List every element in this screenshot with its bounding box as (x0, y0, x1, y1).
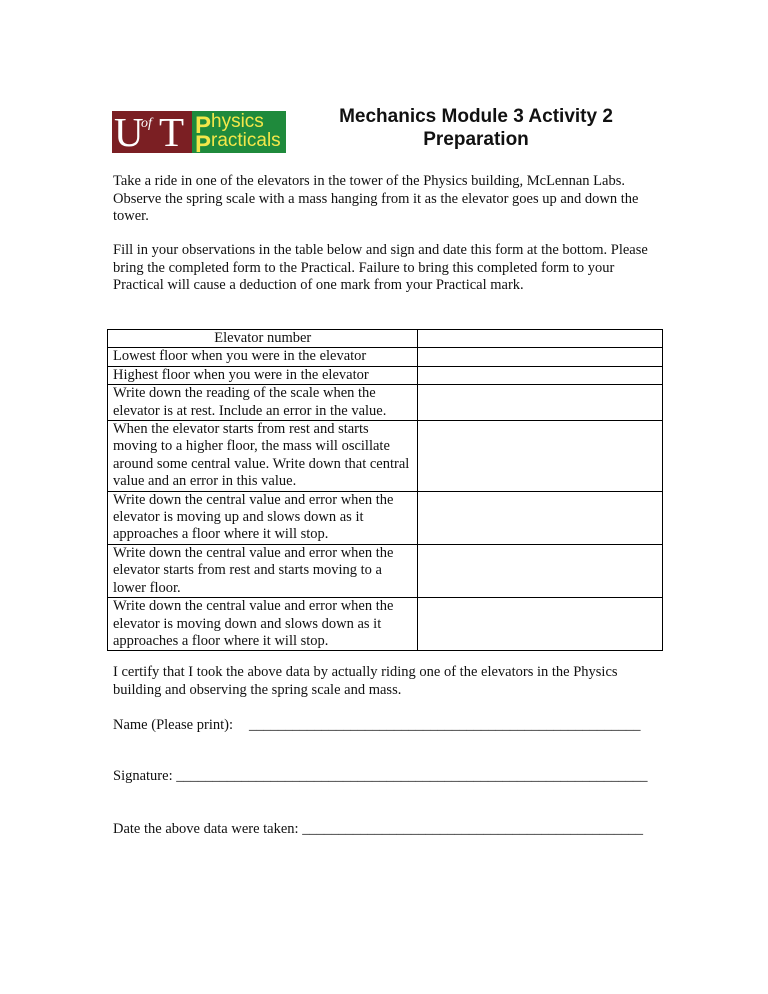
name-input-line[interactable]: ______________________________________________________ (249, 717, 641, 733)
logo-uoft-block (112, 111, 192, 153)
row-answer-cell[interactable] (418, 385, 663, 421)
logo-letter-p1: P (195, 112, 212, 139)
name-label: Name (Please print): (113, 717, 233, 733)
logo-letters-of: of (141, 116, 152, 131)
logo-physics-practicals-block (192, 111, 286, 153)
logo-letter-u: U (114, 111, 144, 153)
signature-label: Signature: (113, 768, 173, 784)
title-line-1: Mechanics Module 3 Activity 2 (339, 106, 613, 127)
row-question: Write down the central value and error when the elevator starts from rest and starts moving to a lower floor. (108, 544, 418, 597)
row-question: Write down the central value and error when the elevator is moving up and slows down as it approaches a floor where it will stop. (108, 491, 418, 544)
row-answer-cell[interactable] (418, 491, 663, 544)
date-label: Date the above data were taken: (113, 821, 299, 837)
table-row (108, 330, 663, 348)
row-question: Write down the reading of the scale when the elevator is at rest. Include an error in the value. (108, 385, 418, 421)
row-answer-cell[interactable] (418, 598, 663, 651)
row-question: Highest floor when you were in the elevator (108, 366, 418, 384)
intro-paragraph-2: Fill in your observations in the table below and sign and date this form at the bottom. Please bring the completed form to the Practical. Failure to bring this completed form to your Practical will cause a deduction of one mark from your Practical mark. (113, 242, 648, 293)
title-line-2: Preparation (423, 129, 529, 150)
row-answer-cell[interactable] (418, 348, 663, 366)
table-row (108, 598, 663, 651)
date-field (113, 820, 643, 838)
row-answer-cell[interactable] (418, 330, 663, 348)
date-input-line[interactable]: _______________________________________________ (302, 821, 643, 837)
table-row (108, 348, 663, 366)
row-answer-cell[interactable] (418, 544, 663, 597)
logo-letter-t: T (159, 111, 185, 153)
logo-word-practicals: racticals (211, 130, 281, 151)
logo-word-physics: hysics (211, 111, 264, 132)
row-question: Lowest floor when you were in the elevator (108, 348, 418, 366)
name-field (113, 716, 641, 734)
table-row (108, 366, 663, 384)
table-row (108, 544, 663, 597)
row-question: When the elevator starts from rest and starts moving to a higher floor, the mass will oscillate around some central value. Write down that central value and an error in this value. (108, 421, 418, 492)
uoft-physics-practicals-logo (112, 111, 286, 153)
row-question: Elevator number (108, 330, 418, 348)
row-answer-cell[interactable] (418, 366, 663, 384)
table-row (108, 385, 663, 421)
row-question: Write down the central value and error when the elevator is moving down and slows down as it approaches a floor where it will stop. (108, 598, 418, 651)
observations-table (107, 329, 663, 651)
table-row (108, 491, 663, 544)
signature-input-line[interactable]: _________________________________________________________________ (176, 768, 648, 784)
signature-field (113, 767, 647, 785)
table-row (108, 421, 663, 492)
page-title (330, 105, 622, 151)
row-answer-cell[interactable] (418, 421, 663, 492)
certification-statement: I certify that I took the above data by actually riding one of the elevators in the Physics building and observing the spring scale and mass. (113, 664, 618, 698)
logo-letter-p2: P (195, 131, 212, 153)
intro-paragraph-1: Take a ride in one of the elevators in the tower of the Physics building, McLennan Labs. Observe the spring scale with a mass hanging from it as the elevator goes up and down the tower. (113, 173, 639, 224)
